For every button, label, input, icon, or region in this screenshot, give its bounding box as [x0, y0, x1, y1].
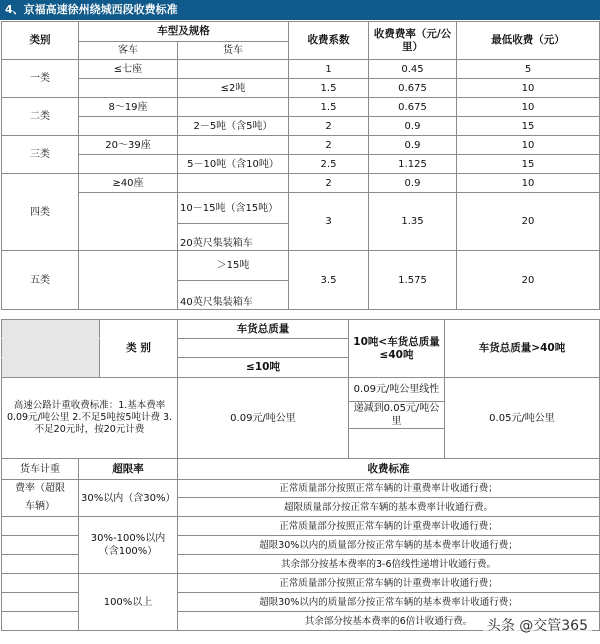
- weight-col2-header: 10吨<车货总质量≤40吨: [349, 320, 445, 378]
- rate-cell: 0.9: [369, 117, 457, 136]
- gray-cell: [2, 358, 100, 378]
- gray-cell: [2, 320, 100, 339]
- coef-cell: 1: [289, 60, 369, 79]
- truck-cell: [178, 98, 289, 117]
- header-truck: 货车: [178, 42, 289, 60]
- overload-standard-line: 正常质量部分按照正常车辆的计重费率计收通行费；: [178, 480, 600, 498]
- truck-cell: [178, 136, 289, 155]
- weight-col1-sub: ≤10吨: [178, 358, 349, 378]
- empty-cell: [2, 574, 79, 593]
- overload-standard-line: 超限质量部分按正常车辆的基本费率计收通行费。: [178, 498, 600, 517]
- empty-cell: [349, 429, 445, 459]
- header-min-fee: 最低收费（元）: [457, 22, 600, 60]
- rate-cell: 0.9: [369, 174, 457, 193]
- empty-cell: [2, 593, 79, 612]
- class-cell: 二类: [2, 98, 79, 136]
- passenger-cell: 20～39座: [79, 136, 178, 155]
- empty-cell: [178, 339, 349, 358]
- page-title: 4、京福高速徐州绕城西段收费标准: [0, 0, 600, 20]
- overload-rate-cell: 100%以上: [79, 574, 178, 631]
- empty-cell: [2, 536, 79, 555]
- min-cell: 10: [457, 98, 600, 117]
- coef-cell: 2.5: [289, 155, 369, 174]
- truck-cell: 2－5吨（含5吨）: [178, 117, 289, 136]
- truck-cell: [178, 60, 289, 79]
- class-cell: 一类: [2, 60, 79, 98]
- rate-cell: 1.125: [369, 155, 457, 174]
- passenger-cell: [79, 193, 178, 251]
- truck-cell: 5－10吨（含10吨）: [178, 155, 289, 174]
- truck-cell: ＞15吨: [178, 251, 289, 281]
- passenger-cell: [79, 155, 178, 174]
- class-cell: 四类: [2, 174, 79, 251]
- passenger-cell: ≥40座: [79, 174, 178, 193]
- weight-val1: 0.09元/吨公里: [178, 378, 349, 459]
- coef-cell: 3.5: [289, 251, 369, 310]
- overload-left-line1: 货车计重: [2, 459, 79, 480]
- truck-cell: 10－15吨（含15吨）: [178, 193, 289, 224]
- passenger-cell: [79, 79, 178, 98]
- overload-standard-line: 正常质量部分按照正常车辆的计重费率计收通行费；: [178, 517, 600, 536]
- truck-cell: ≤2吨: [178, 79, 289, 98]
- header-passenger: 客车: [79, 42, 178, 60]
- header-category: 类别: [2, 22, 79, 60]
- weight-fee-note: 高速公路计重收费标准：1.基本费率0.09元/吨公里 2.不足5吨按5吨计费 3.不足20元时，按20元计费: [2, 378, 178, 459]
- coef-cell: 1.5: [289, 79, 369, 98]
- header-rate: 收费费率（元/公里）: [369, 22, 457, 60]
- truck-cell: [178, 174, 289, 193]
- overload-rate-header: 超限率: [79, 459, 178, 480]
- header-coef: 收费系数: [289, 22, 369, 60]
- passenger-cell: [79, 251, 178, 310]
- coef-cell: 2: [289, 136, 369, 155]
- weight-fee-table: [1, 319, 600, 459]
- overload-standard-header: 收费标准: [178, 459, 600, 480]
- weight-col1-header: 车货总质量: [178, 320, 349, 339]
- overload-standard-line: 超限30%以内的质量部分按正常车辆的基本费率计收通行费；: [178, 536, 600, 555]
- truck-cell-container: 40英尺集装箱车: [178, 281, 289, 310]
- rate-cell: 0.9: [369, 136, 457, 155]
- overload-left-line2: 费率（超限: [2, 480, 79, 498]
- rate-cell: 1.575: [369, 251, 457, 310]
- min-cell: 10: [457, 174, 600, 193]
- weight-category-label: 类 别: [100, 320, 178, 378]
- overload-fee-table: [1, 458, 600, 631]
- min-cell: 20: [457, 193, 600, 251]
- truck-cell-container: 20英尺集装箱车: [178, 224, 289, 251]
- empty-cell: [2, 555, 79, 574]
- empty-cell: [2, 517, 79, 536]
- weight-col3-header: 车货总质量>40吨: [445, 320, 600, 378]
- fee-rate-table: [1, 21, 600, 310]
- passenger-cell: 8～19座: [79, 98, 178, 117]
- min-cell: 10: [457, 136, 600, 155]
- rate-cell: 1.35: [369, 193, 457, 251]
- min-cell: 5: [457, 60, 600, 79]
- class-cell: 五类: [2, 251, 79, 310]
- min-cell: 20: [457, 251, 600, 310]
- weight-val3: 0.05元/吨公里: [445, 378, 600, 459]
- coef-cell: 2: [289, 174, 369, 193]
- coef-cell: 2: [289, 117, 369, 136]
- weight-val2a: 0.09元/吨公里线性: [349, 378, 445, 402]
- coef-cell: 3: [289, 193, 369, 251]
- header-vehicle-spec: 车型及规格: [79, 22, 289, 42]
- empty-cell: [2, 612, 79, 631]
- overload-standard-line: 其余部分按基本费率的6倍计收通行费。: [178, 612, 600, 631]
- gray-cell: [2, 339, 100, 358]
- min-cell: 15: [457, 155, 600, 174]
- passenger-cell: [79, 117, 178, 136]
- overload-standard-line: 超限30%以内的质量部分按正常车辆的基本费率计收通行费；: [178, 593, 600, 612]
- watermark: 头条 @交管365: [483, 614, 592, 636]
- rate-cell: 0.45: [369, 60, 457, 79]
- overload-rate-cell: 30%-100%以内（含100%）: [79, 517, 178, 574]
- min-cell: 10: [457, 79, 600, 98]
- weight-val2b: 递减到0.05元/吨公里: [349, 402, 445, 429]
- overload-standard-line: 其余部分按基本费率的3-6倍线性递增计收通行费。: [178, 555, 600, 574]
- rate-cell: 0.675: [369, 98, 457, 117]
- coef-cell: 1.5: [289, 98, 369, 117]
- min-cell: 15: [457, 117, 600, 136]
- class-cell: 三类: [2, 136, 79, 174]
- overload-left-line3: 车辆）: [2, 498, 79, 517]
- passenger-cell: ≤七座: [79, 60, 178, 79]
- rate-cell: 0.675: [369, 79, 457, 98]
- overload-standard-line: 正常质量部分按照正常车辆的计重费率计收通行费；: [178, 574, 600, 593]
- overload-rate-cell: 30%以内（含30%）: [79, 480, 178, 517]
